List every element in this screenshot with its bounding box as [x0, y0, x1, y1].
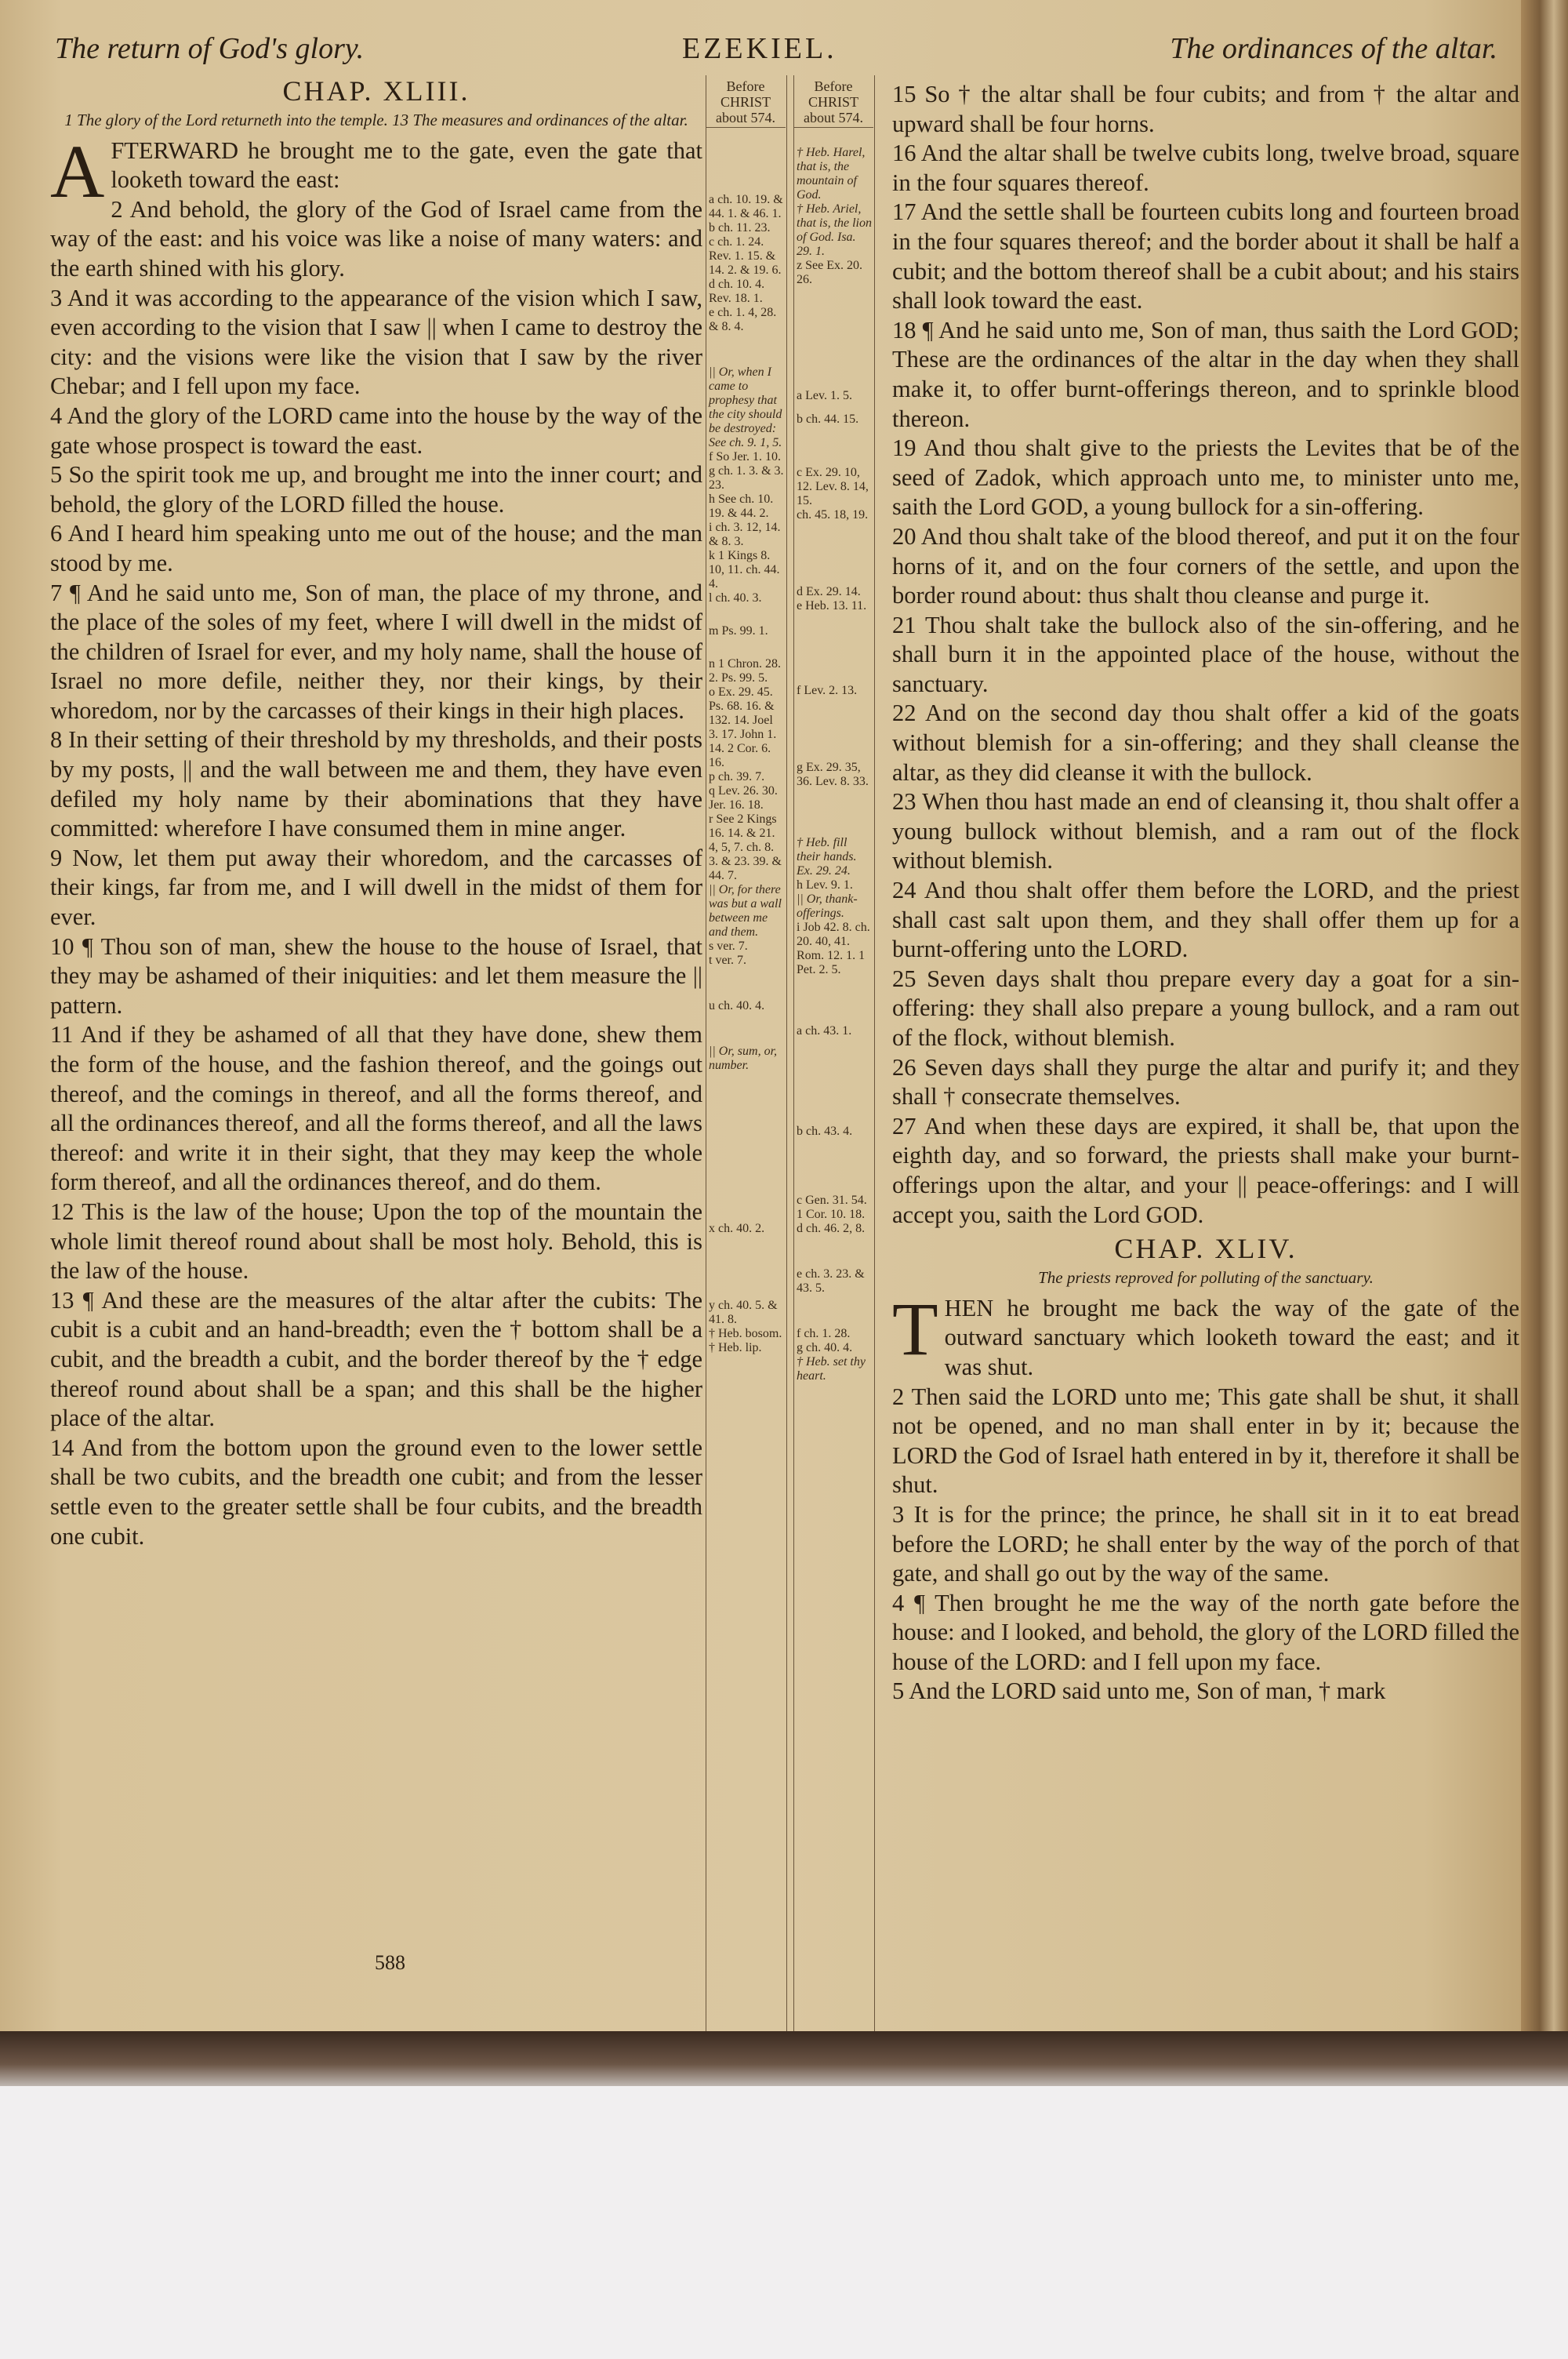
margin-notes-1 [709, 193, 784, 1355]
page-edge [1521, 0, 1568, 2070]
margin-notes-2 [797, 146, 872, 1383]
margin-note: e ch. 3. 23. & 43. 5. [797, 1267, 865, 1295]
verse-22: 22 And on the second day thou shalt offer a kid of the goats without blemish for a sin-offering; and they shall cleanse the altar, as they did cleanse it with the bullock. [892, 700, 1519, 786]
margin-note: g Ex. 29. 35, 36. Lev. 8. 33. [797, 761, 869, 788]
chapter-heading-43: CHAP. XLIII. [282, 75, 470, 107]
margin-head-2: Before CHRIST about 574. [793, 78, 873, 128]
margin-note: t ver. 7. [709, 954, 746, 967]
margin-note: b ch. 11. 23. [709, 221, 771, 234]
margin-note: † Heb. set thy heart. [797, 1355, 866, 1383]
margin-note: || Or, when I came to prophesy that the city should be destroyed: See ch. 9. 1, 5. [709, 365, 782, 449]
margin-note: † Heb. Harel, that is, the mountain of God. [797, 146, 866, 202]
margin-note: p ch. 39. 7. [709, 770, 765, 783]
margin-note: a Lev. 1. 5. [797, 389, 852, 402]
margin-note: f Lev. 2. 13. [797, 684, 858, 697]
margin-note: || Or, sum, or, number. [709, 1045, 778, 1072]
margin-note: e Heb. 13. 11. [797, 599, 867, 612]
verse-4: 4 And the glory of the LORD came into the house by the way of the gate whose prospect is toward the east. [50, 402, 702, 459]
margin-note: b ch. 43. 4. [797, 1125, 853, 1138]
verse-19: 19 And thou shalt give to the priests the Levites that be of the seed of Zadok, which approach unto me, to minister unto me, saith the Lord GOD, a young bullock for a sin-offering. [892, 434, 1519, 521]
drop-cap-t: T [892, 1286, 938, 1371]
margin-note: † Heb. fill their hands. Ex. 29. 24. [797, 836, 857, 878]
chapter-summary-44: The priests reproved for polluting of the sanctuary. [1038, 1267, 1374, 1287]
margin-note: i Job 42. 8. ch. 20. 40, 41. Rom. 12. 1. 1 Pet. 2. 5. [797, 921, 870, 976]
margin-note: u ch. 40. 4. [709, 999, 765, 1012]
verse-5: 5 So the spirit took me up, and brought me into the inner court; and behold, the glory of the LORD filled the house. [50, 461, 702, 518]
verse-27: 27 And when these days are expired, it shall be, that upon the eighth day, and so forward, the priests shall make your burnt-offerings upon the altar, and your || peace-offerings: and I will accept you, saith the Lord GOD. [892, 1112, 1519, 1228]
margin-note: a ch. 43. 1. [797, 1024, 852, 1038]
margin-note: n 1 Chron. 28. 2. Ps. 99. 5. [709, 657, 781, 685]
header-right: The ordinances of the altar. [1170, 32, 1497, 65]
margin-note: z See Ex. 20. 26. [797, 259, 862, 286]
margin-note: o Ex. 29. 45. Ps. 68. 16. & 132. 14. Joel 3. 17. John 1. 14. 2 Cor. 6. 16. [709, 685, 777, 769]
verse-44-5: 5 And the LORD said unto me, Son of man, † mark [892, 1677, 1386, 1705]
margin-note: s ver. 7. [709, 940, 748, 953]
margin-note: || Or, thank-offerings. [797, 892, 858, 920]
margin-note: f ch. 1. 28. [797, 1327, 851, 1340]
verse-44-3: 3 It is for the prince; the prince, he shall sit in it to eat bread before the LORD; he shall enter by the way of the porch of that gate, and shall go out by the way of the same. [892, 1500, 1519, 1587]
verse-15: 15 So † the altar shall be four cubits; and from † the altar and upward shall be four horns. [892, 81, 1519, 137]
margin-note: h See ch. 10. 19. & 44. 2. [709, 493, 774, 520]
header-left: The return of God's glory. [55, 32, 365, 65]
margin-note: d ch. 10. 4. Rev. 18. 1. [709, 278, 765, 305]
margin-note: x ch. 40. 2. [709, 1222, 765, 1235]
chapter-summary-43: 1 The glory of the Lord returneth into the temple. 13 The measures and ordinances of the altar. [64, 110, 688, 129]
verse-21: 21 Thou shalt take the bullock also of the sin-offering, and he shall burn it in the appointed place of the house, without the sanctuary. [892, 611, 1519, 697]
verse-2: 2 And behold, the glory of the God of Israel came from the way of the east: and his voice was like a noise of many waters: and the earth shined with his glory. [50, 195, 702, 282]
margin-note: c ch. 1. 24. Rev. 1. 15. & 14. 2. & 19. 6. [709, 235, 782, 277]
verse-9: 9 Now, let them put away their whoredom, and the carcasses of their kings, far from me, and I will dwell in the midst of them for ever. [50, 844, 702, 931]
margin-note: r See 2 Kings 16. 14. & 21. 4, 5, 7. ch. 8. 3. & 23. 39. & 44. 7. [709, 812, 782, 882]
chapter-heading-44: CHAP. XLIV. [1114, 1233, 1298, 1265]
verse-14: 14 And from the bottom upon the ground even to the lower settle shall be two cubits, and the breadth one cubit; and from the lesser settle even to the greater settle shall be four cubits, and the breadth one cubit. [50, 1434, 702, 1550]
margin-note: || Or, for there was but a wall between me and them. [709, 883, 782, 939]
verse-25: 25 Seven days shalt thou prepare every day a goat for a sin-offering: they shall also prepare a young bullock, and a ram out of the flock, without blemish. [892, 965, 1519, 1051]
verse-26: 26 Seven days shall they purge the altar and purify it; and they shall † consecrate themselves. [892, 1053, 1519, 1110]
margin-note: l ch. 40. 3. [709, 591, 762, 605]
verse-44-2: 2 Then said the LORD unto me; This gate shall be shut, it shall not be opened, and no man shall enter in by it; because the LORD the God of Israel hath entered in by it, therefore it shall be shut. [892, 1383, 1519, 1499]
margin-note: b ch. 44. 15. [797, 413, 859, 426]
verse-3: 3 And it was according to the appearance of the vision which I saw, even according to the vision that I saw || when I came to destroy the city: and the visions were like the vision that I saw by the river Chebar; and I fell upon my face. [50, 284, 702, 400]
verse-13: 13 ¶ And these are the measures of the altar after the cubits: The cubit is a cubit and an hand-breadth; even the † bottom shall be a cubit, and the breadth a cubit, and the border thereof by the † edge thereof round about shall be a span; and this shall be the higher place of the altar. [50, 1286, 702, 1432]
margin-note: ch. 45. 18, 19. [797, 508, 869, 522]
verse-12: 12 This is the law of the house; Upon the top of the mountain the whole limit thereof round about shall be most holy. Behold, this is the law of the house. [50, 1198, 702, 1285]
book-bottom-edge [0, 2031, 1568, 2086]
verse-44-1: THEN he brought me back the way of the gate of the outward sanctuary which looketh toward the east; and it was shut. [892, 1286, 1519, 1380]
verse-20: 20 And thou shalt take of the blood thereof, and put it on the four horns of it, and on the four corners of the settle, and upon the border round about: thus shalt thou cleanse and purge it. [892, 522, 1519, 609]
verse-16: 16 And the altar shall be twelve cubits long, twelve broad, square in the four squares thereof. [892, 140, 1519, 196]
margin-note: e ch. 1. 4, 28. & 8. 4. [709, 306, 777, 333]
margin-note: i ch. 3. 12, 14. & 8. 3. [709, 521, 781, 548]
margin-note: † Heb. Ariel, that is, the lion of God. Isa. 29. 1. [797, 202, 872, 258]
verse-44-4: 4 ¶ Then brought he me the way of the north gate before the house: and I looked, and behold, the glory of the LORD filled the house of the LORD: and I fell upon my face. [892, 1589, 1519, 1675]
margin-note: g ch. 40. 4. [797, 1341, 853, 1354]
margin-note: † Heb. lip. [709, 1341, 762, 1354]
margin-head-1: Before CHRIST about 574. [706, 78, 786, 128]
margin-note: y ch. 40. 5. & 41. 8. [709, 1299, 778, 1326]
page-number: 588 [375, 1951, 405, 1974]
verse-24: 24 And thou shalt offer them before the LORD, and the priest shall cast salt upon them, and they shall offer them up for a burnt-offering unto the LORD. [892, 877, 1519, 963]
drop-cap-a: A [50, 129, 105, 213]
header-book-title: EZEKIEL. [682, 32, 837, 65]
verse-17: 17 And the settle shall be fourteen cubits long and fourteen broad in the four squares thereof; and the border about it shall be half a cubit; and the bottom thereof shall be a cubit about; and his stairs shall look toward the east. [892, 198, 1519, 314]
margin-note: c Ex. 29. 10, 12. Lev. 8. 14, 15. [797, 466, 869, 507]
margin-note: a ch. 10. 19. & 44. 1. & 46. 1. [709, 193, 783, 220]
margin-note: q Lev. 26. 30. Jer. 16. 18. [709, 784, 778, 812]
verse-7: 7 ¶ And he said unto me, Son of man, the place of my throne, and the place of the soles of my feet, where I will dwell in the midst of the children of Israel for ever, and my holy name, shall the house of Israel no more defile, neither they, nor their kings, by their whoredom, nor by the carcasses of their kings in their high places. [50, 579, 702, 724]
margin-note: f So Jer. 1. 10. [709, 450, 781, 463]
margin-note: † Heb. bosom. [709, 1327, 782, 1340]
margin-note: d Ex. 29. 14. [797, 585, 861, 598]
margin-note: h Lev. 9. 1. [797, 878, 853, 892]
verse-18: 18 ¶ And he said unto me, Son of man, thus saith the Lord GOD; These are the ordinances of the altar in the day when they shall make it, to offer burnt-offerings thereon, and to sprinkle blood thereon. [892, 316, 1519, 432]
left-text-column [50, 72, 702, 1551]
margin-note: d ch. 46. 2, 8. [797, 1222, 866, 1235]
margin-note: c Gen. 31. 54. 1 Cor. 10. 18. [797, 1194, 867, 1221]
verse-1: AFTERWARD he brought me to the gate, even the gate that looketh toward the east: [50, 129, 702, 213]
verse-8: 8 In their setting of their threshold by my thresholds, and their posts by my posts, || and the wall between me and them, they have even defiled my holy name by their abominations that they have committed: wherefore I have consumed them in mine anger. [50, 726, 702, 842]
verse-23: 23 When thou hast made an end of cleansing it, thou shalt offer a young bullock without blemish, and a ram out of the flock without blemish. [892, 788, 1519, 874]
verse-10: 10 ¶ Thou son of man, shew the house to the house of Israel, that they may be ashamed of their iniquities: and let them measure the || pattern. [50, 932, 702, 1019]
running-header [47, 31, 1505, 78]
margin-note: g ch. 1. 3. & 3. 23. [709, 464, 784, 492]
verse-6: 6 And I heard him speaking unto me out of the house; and the man stood by me. [50, 520, 702, 576]
margin-note: k 1 Kings 8. 10, 11. ch. 44. 4. [709, 549, 780, 591]
right-text-column [892, 80, 1519, 1707]
margin-note: m Ps. 99. 1. [709, 624, 768, 638]
verse-11: 11 And if they be ashamed of all that they have done, shew them the form of the house, and the fashion thereof, and the goings out thereof, and the comings in thereof, and all the forms thereof, and all the ordinances thereof, and all the forms thereof, and all the laws thereof: and write it in their sight, that they may keep the whole form thereof, and all the ordinances thereof, and do them. [50, 1021, 702, 1196]
